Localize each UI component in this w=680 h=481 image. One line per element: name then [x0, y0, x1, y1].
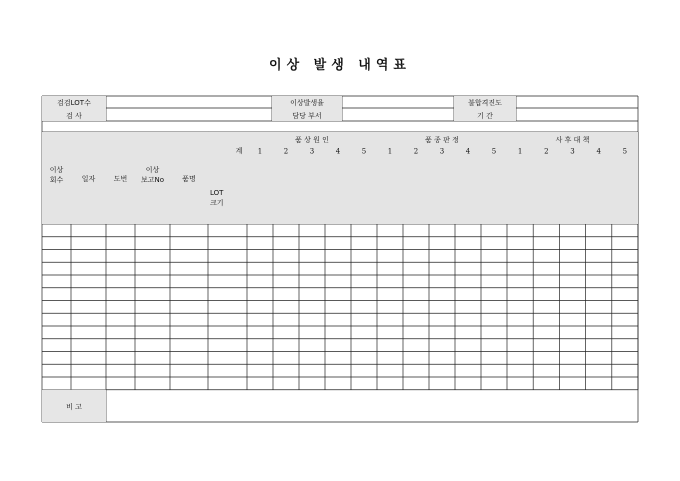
sub-column-number-2-3: 3: [439, 147, 445, 156]
sub-column-number-1-5: 5: [361, 147, 367, 156]
sub-column-number-1-4: 4: [335, 147, 341, 156]
report-no-column-header: 이상 보고No: [140, 166, 165, 184]
lead-time-label: 불합격진도: [468, 99, 502, 107]
period-label: 기 간: [477, 112, 493, 120]
date-column-header: 일자: [81, 175, 96, 183]
remarks-label: 비 고: [66, 403, 82, 411]
sub-column-number-2-2: 2: [413, 147, 419, 156]
total-label: 계: [235, 147, 243, 155]
sub-column-number-3-5: 5: [622, 147, 628, 156]
count-column-header: 이상 회수: [49, 166, 64, 184]
sub-column-number-1-1: 1: [257, 147, 263, 156]
defect-rate-label: 이상발생율: [290, 99, 324, 107]
sub-column-number-2-1: 1: [387, 147, 393, 156]
inspection-lot-label: 검검LOT수: [57, 99, 91, 107]
product-column-header: 품명: [182, 175, 196, 183]
sub-column-number-1-3: 3: [309, 147, 315, 156]
page-title: 이상 발생 내역표: [269, 58, 411, 73]
sub-column-number-3-3: 3: [570, 147, 575, 156]
sub-column-number-3-2: 2: [544, 147, 549, 156]
drawing-column-header: 도번: [113, 175, 128, 183]
sub-column-number-2-5: 5: [491, 147, 497, 156]
group-judgement-header: 품 종 판 정: [425, 136, 459, 144]
lot-size-label: LOT 크기: [210, 189, 224, 207]
sub-column-number-3-4: 4: [596, 147, 601, 156]
sub-column-number-1-2: 2: [283, 147, 289, 156]
inspector-label: 검 사: [66, 112, 82, 120]
sub-column-number-2-4: 4: [465, 147, 471, 156]
group-action-header: 사 후 대 책: [555, 136, 590, 144]
sub-column-number-3-1: 1: [517, 147, 523, 156]
group-cause-header: 품 상 원 인: [295, 136, 329, 144]
column-header-shade: [42, 132, 638, 224]
department-label: 담당 부서: [292, 112, 322, 120]
